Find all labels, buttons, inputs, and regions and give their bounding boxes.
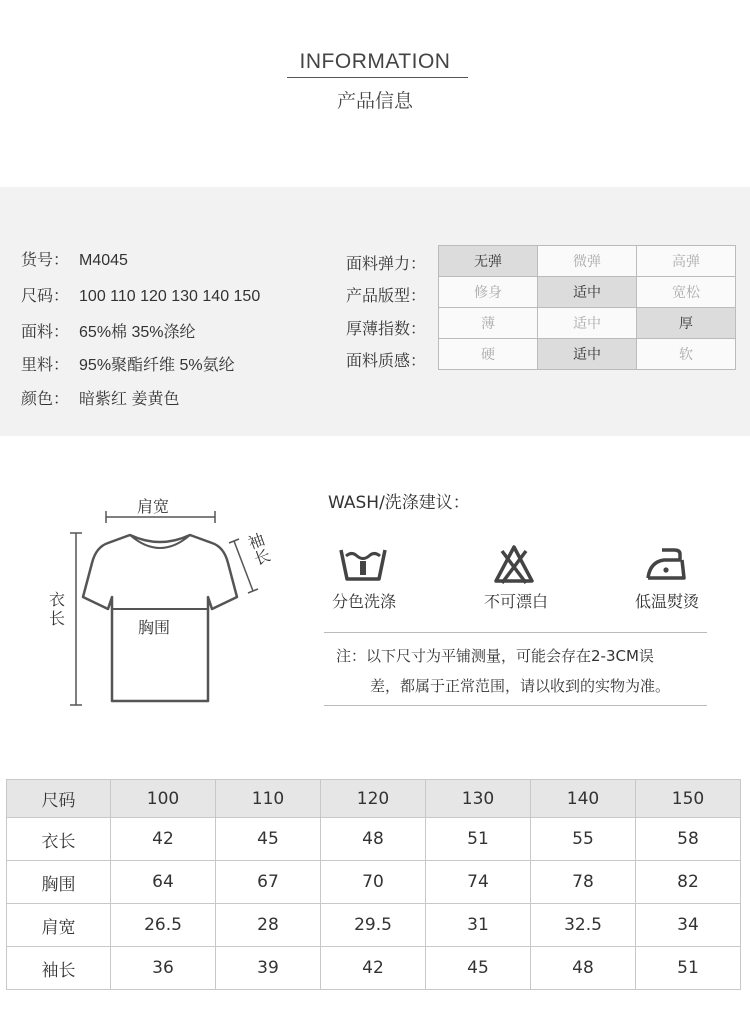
wash-caption-3: 低温熨烫: [634, 592, 699, 611]
tshirt-diagram-icon: [40, 505, 280, 715]
attr-option: 修身: [439, 277, 538, 308]
table-cell: 78: [531, 861, 636, 904]
table-cell: 42: [321, 947, 426, 990]
iron-low-icon: [644, 546, 688, 582]
no-bleach-icon: [492, 543, 536, 585]
table-cell: 74: [426, 861, 531, 904]
table-cell: 42: [111, 818, 216, 861]
wash-caption-1: 分色洗涤: [331, 592, 396, 611]
table-cell: 48: [531, 947, 636, 990]
info-item-lining: [21, 352, 235, 375]
attr-option: 微弹: [538, 246, 637, 277]
size-header-cell: 110: [216, 780, 321, 818]
attr-option: 薄: [439, 308, 538, 339]
info-item-size: [21, 283, 260, 306]
table-cell: 36: [111, 947, 216, 990]
attr-option: 厚: [637, 308, 736, 339]
info-label: 尺码：: [21, 286, 70, 305]
info-item-fabric: [21, 319, 196, 342]
attr-option: 软: [637, 339, 736, 370]
attr-label-thickness: 厚薄指数：: [346, 319, 427, 338]
table-cell: 胸围: [7, 861, 111, 904]
attr-option: 硬: [439, 339, 538, 370]
size-header-cell: 140: [531, 780, 636, 818]
table-row: [7, 861, 741, 904]
info-value: 95%聚酯纤维 5%氨纶: [79, 357, 235, 374]
sleeve-length-label: 袖长: [245, 529, 274, 569]
table-row: [7, 904, 741, 947]
shoulder-width-label: 肩宽: [137, 497, 170, 516]
attr-row-stretch: [439, 246, 736, 277]
table-cell: 51: [426, 818, 531, 861]
table-cell: 28: [216, 904, 321, 947]
info-item-sku: [21, 247, 128, 270]
info-value: 100 110 120 130 140 150: [79, 288, 261, 305]
table-cell: 31: [426, 904, 531, 947]
info-item-color: [21, 386, 179, 409]
info-value: 65%棉 35%涤纶: [79, 324, 196, 341]
table-cell: 58: [636, 818, 741, 861]
measurement-note-line-2: 差，都属于正常范围，请以收到的实物为准。: [370, 677, 671, 695]
table-cell: 48: [321, 818, 426, 861]
attr-option: 宽松: [637, 277, 736, 308]
table-cell: 肩宽: [7, 904, 111, 947]
attr-label-fit: 产品版型：: [346, 286, 427, 305]
table-row: [7, 818, 741, 861]
size-header-cell: 100: [111, 780, 216, 818]
table-cell: 55: [531, 818, 636, 861]
attr-row-thickness: [439, 308, 736, 339]
size-chart-table: [6, 779, 741, 990]
table-cell: 袖长: [7, 947, 111, 990]
size-header-cell: 130: [426, 780, 531, 818]
size-header-cell: 尺码: [7, 780, 111, 818]
attr-option: 适中: [538, 339, 637, 370]
info-heading: INFORMATION: [299, 50, 451, 73]
table-cell: 51: [636, 947, 741, 990]
size-header-cell: 120: [321, 780, 426, 818]
attr-option: 无弹: [439, 246, 538, 277]
measurement-note-line-1: 注：以下尺寸为平铺测量，可能会存在2-3CM误: [336, 647, 654, 665]
wash-basin-icon: [338, 546, 388, 582]
size-table-header: [7, 780, 741, 818]
chest-label: 胸围: [138, 618, 171, 637]
table-cell: 26.5: [111, 904, 216, 947]
heading-divider: [287, 77, 468, 78]
table-cell: 67: [216, 861, 321, 904]
size-header-cell: 150: [636, 780, 741, 818]
attr-row-texture: [439, 339, 736, 370]
info-value: M4045: [79, 252, 128, 269]
attr-row-fit: [439, 277, 736, 308]
info-subheading: 产品信息: [336, 90, 413, 112]
table-cell: 64: [111, 861, 216, 904]
attr-option: 适中: [538, 277, 637, 308]
table-cell: 衣长: [7, 818, 111, 861]
table-cell: 34: [636, 904, 741, 947]
table-row: [7, 947, 741, 990]
info-label: 货号：: [21, 250, 70, 269]
info-label: 面料：: [21, 322, 70, 341]
info-label: 里料：: [21, 355, 70, 374]
info-label: 颜色：: [21, 389, 70, 408]
table-cell: 82: [636, 861, 741, 904]
table-cell: 32.5: [531, 904, 636, 947]
table-cell: 70: [321, 861, 426, 904]
wash-caption-2: 不可漂白: [483, 592, 548, 611]
table-cell: 45: [426, 947, 531, 990]
attr-option: 适中: [538, 308, 637, 339]
table-cell: 29.5: [321, 904, 426, 947]
attribute-grid: [438, 245, 736, 370]
info-value: 暗紫红 姜黄色: [79, 391, 180, 408]
table-cell: 45: [216, 818, 321, 861]
length-label: 衣长: [49, 590, 66, 628]
attr-option: 高弹: [637, 246, 736, 277]
attr-label-stretch: 面料弹力：: [346, 254, 427, 273]
wash-title: WASH/洗涤建议：: [328, 493, 470, 513]
attr-label-texture: 面料质感：: [346, 351, 427, 370]
table-cell: 39: [216, 947, 321, 990]
